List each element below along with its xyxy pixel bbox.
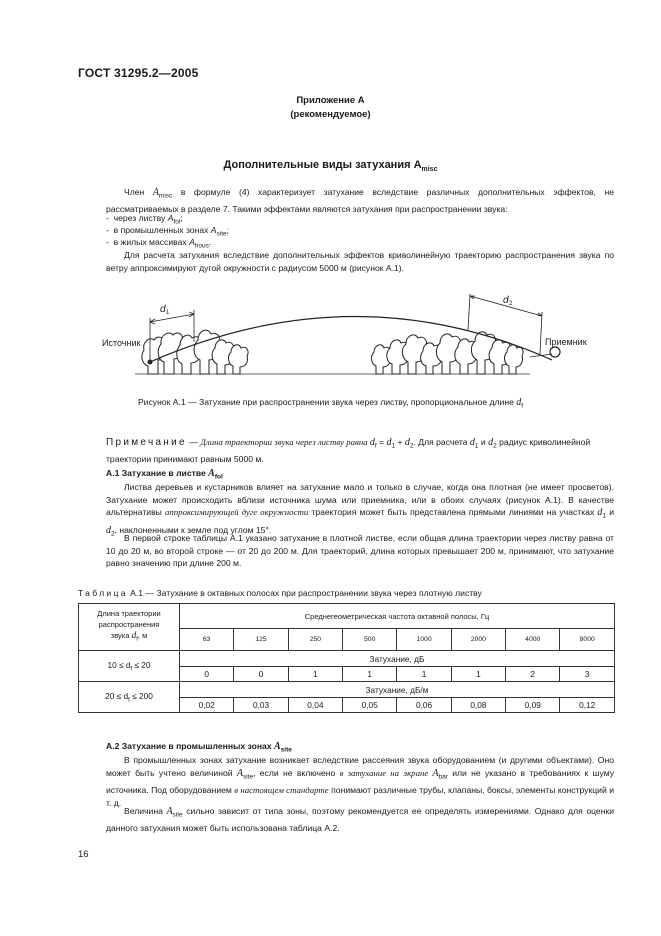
d2-sub: 2: [509, 301, 513, 307]
d1-sub: 1: [166, 310, 170, 316]
section-a1-paragraph-2: В первой строке таблицы А.1 указано затухание в плотной листве, если общая длина траектории через листву равна от 10 до 20 м, во второй строке — от 20 до 200 м. Для траекторий, длина которых превышает 200 м, принимают, что затухание равно значению при длине 200 м.: [106, 533, 614, 569]
table-cell: 1: [451, 667, 505, 682]
source-label: Источник: [102, 338, 141, 348]
appendix-title: Дополнительные виды затухания $A_{misc}$: [223, 159, 438, 174]
frequency-cell: 250: [288, 629, 342, 651]
table-cell: 2: [506, 667, 560, 682]
appendix-label: Приложение А: [296, 95, 365, 106]
receiver-label: Приемник: [545, 337, 587, 347]
table-caption: Таблица А.1 — Затухание в октавных полосах при распространении звука через плотную листву: [78, 588, 482, 598]
list-item: - в жилых массивах $A_{hous}$.: [106, 237, 212, 250]
foliage-figure: [90, 282, 600, 387]
frequency-cell: 4000: [506, 629, 560, 651]
frequency-cell: 63: [180, 629, 234, 651]
appendix-kind: (рекомендуемое): [290, 109, 371, 120]
section-a2-paragraph-1: В промышленных зонах затухание возникает вследствие рассеяния звука оборудованием (и другими объектами). Оно может быть учтено величиной $A_{site}$, если не включено в затухание на экране $A_{bar}$ или не указано в требованиях к шуму источника. Под оборудованием в настоящем стандарте понимают различные трубы, клапаны, боксы, элементы конструкций и т. д.: [106, 755, 614, 808]
section-a2-paragraph-2: Величина $A_{site}$ сильно зависит от типа зоны, поэтому рекомендуется ее определять измерениями. Однако для оценки данного затухания может быть использована таблица А.2.: [106, 806, 615, 834]
unit-label: Затухание, дБ: [180, 651, 615, 667]
source-point: [148, 360, 153, 365]
frequency-cell: 125: [234, 629, 288, 651]
d1-label: d: [160, 304, 166, 315]
left-tree-group: [142, 330, 248, 374]
range-cell: $20 \le d_f \le 200$: [79, 682, 180, 713]
table-cell: 0,04: [288, 698, 342, 713]
table-cell: 1: [288, 667, 342, 682]
table-cell: 0,09: [506, 698, 560, 713]
receiver-point: [550, 347, 560, 357]
table-cell: 0,05: [343, 698, 397, 713]
table-cell: 0,03: [234, 698, 288, 713]
intro-paragraph-2: Для расчета затухания вследствие дополнительных эффектов криволинейную траекторию распространения звука по ветру аппроксимируют дугой окружности с радиусом 5000 м (рисунок А.1).: [106, 250, 614, 273]
path-length-header: Длина траектории распространения звука $d_f$, м: [79, 604, 180, 651]
list-item: - через листву $A_{fol}$;: [106, 213, 183, 226]
document-id: ГОСТ 31295.2—2005: [78, 66, 199, 80]
frequency-cell: 2000: [451, 629, 505, 651]
frequency-header: Среднегеометрическая частота октавной полосы, Гц: [180, 604, 615, 629]
unit-label: Затухание, дБ/м: [180, 682, 615, 698]
frequency-cell: 500: [343, 629, 397, 651]
table-cell: 0,06: [397, 698, 451, 713]
note-paragraph: Примечание — Длина траектории звука через листву равна $d_f = d_1 + d_2$. Для расчета $d_1$ и $d_2$ радиус криволинейной траектории принимают равным 5000 м.: [106, 437, 591, 465]
table-cell: 0,08: [451, 698, 505, 713]
table-cell: 0,12: [560, 698, 615, 713]
page-number: 16: [78, 849, 89, 860]
table-cell: 0: [180, 667, 234, 682]
frequency-cell: 1000: [397, 629, 451, 651]
right-tree-group: [372, 332, 524, 374]
d2-label: d: [503, 295, 509, 306]
table-cell: 0: [234, 667, 288, 682]
table-cell: 1: [397, 667, 451, 682]
intro-paragraph: Член $A_{misc}$ в формуле (4) характеризует затухание вследствие различных дополнительных эффектов, не рассматриваемых в разделе 7. Такими эффектами являются затухания при распространении звука:: [106, 187, 614, 215]
table-cell: 0,02: [180, 698, 234, 713]
table-cell: 1: [343, 667, 397, 682]
section-a1-heading: А.1 Затухание в листве $A_{fol}$: [106, 468, 223, 481]
attenuation-table: [78, 603, 615, 713]
section-a2-heading: А.2 Затухание в промышленных зонах $A_{site}$: [106, 741, 292, 754]
list-item: - в промышленных зонах $A_{site}$;: [106, 225, 230, 238]
frequency-cell: 8000: [560, 629, 615, 651]
table-cell: 3: [560, 667, 615, 682]
figure-caption: Рисунок А.1 — Затухание при распространении звука через листву, пропорциональное длине $d_f$: [137, 397, 524, 410]
range-cell: $10 \le d_f \le 20$: [79, 651, 180, 682]
section-a1-paragraph-1: Листва деревьев и кустарников влияет на затухание мало и только в случае, когда она плотная (не имеет просветов). Затухание может происходить вблизи источника шума или приемника, или в обоих случаях (рисунок А.1). В качестве альтернативы аппроксимирующей дуге окружности траектория может быть представлена прямыми линиями на участках $d_1$ и $d_2$, наклоненными к земле под углом 15°.: [106, 482, 614, 538]
